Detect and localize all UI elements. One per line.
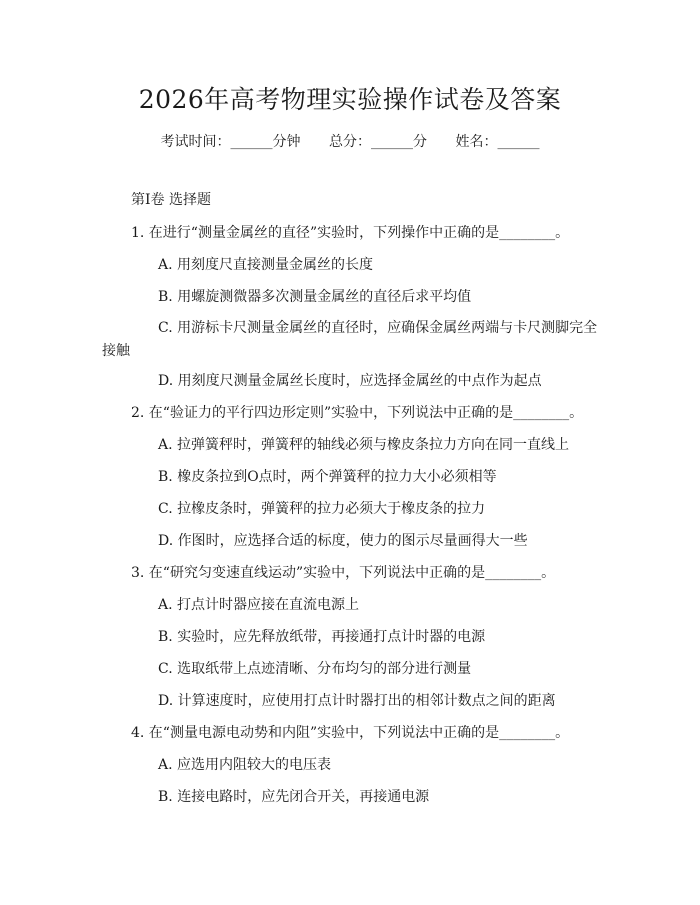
name-field: 姓名：______ <box>455 134 540 150</box>
question-option: A. 打点计时器应接在直流电源上 <box>158 597 360 613</box>
question-option: D. 计算速度时，应使用打点计时器打出的相邻计数点之间的距离 <box>158 693 556 709</box>
question-option: C. 选取纸带上点迹清晰、分布均匀的部分进行测量 <box>158 661 472 677</box>
question-stem: 2. 在“验证力的平行四边形定则”实验中，下列说法中正确的是________。 <box>131 405 584 421</box>
question-stem: 1. 在进行“测量金属丝的直径”实验时，下列操作中正确的是________。 <box>131 225 570 241</box>
question-option: D. 作图时，应选择合适的标度，使力的图示尽量画得大一些 <box>158 533 528 549</box>
exam-info-row <box>0 131 700 151</box>
question-option-wrap: 接触 <box>102 343 130 359</box>
question-option: B. 橡皮条拉到O点时，两个弹簧秤的拉力大小必须相等 <box>158 469 497 485</box>
question-option: B. 实验时，应先释放纸带，再接通打点计时器的电源 <box>158 629 486 645</box>
exam-time-field: 考试时间：______分钟 <box>160 134 301 150</box>
question-option: D. 用刻度尺测量金属丝长度时，应选择金属丝的中点作为起点 <box>158 373 542 389</box>
total-score-field: 总分：______分 <box>329 134 427 150</box>
question-option: A. 拉弹簧秤时，弹簧秤的轴线必须与橡皮条拉力方向在同一直线上 <box>158 437 570 453</box>
question-stem: 4. 在“测量电源电动势和内阻”实验中，下列说法中正确的是________。 <box>131 725 570 741</box>
question-option: C. 用游标卡尺测量金属丝的直径时，应确保金属丝两端与卡尺测脚完全 <box>158 320 598 336</box>
question-option: C. 拉橡皮条时，弹簧秤的拉力必须大于橡皮条的拉力 <box>158 501 486 517</box>
question-option: B. 连接电路时，应先闭合开关，再接通电源 <box>158 789 430 805</box>
question-option: A. 应选用内阻较大的电压表 <box>158 757 332 773</box>
question-option: B. 用螺旋测微器多次测量金属丝的直径后求平均值 <box>158 289 472 305</box>
question-stem: 3. 在“研究匀变速直线运动”实验中，下列说法中正确的是________。 <box>131 565 556 581</box>
document-title: 2026年高考物理实验操作试卷及答案 <box>138 85 562 114</box>
section-heading: 第Ⅰ卷 选择题 <box>131 192 211 208</box>
question-option: A. 用刻度尺直接测量金属丝的长度 <box>158 257 374 273</box>
